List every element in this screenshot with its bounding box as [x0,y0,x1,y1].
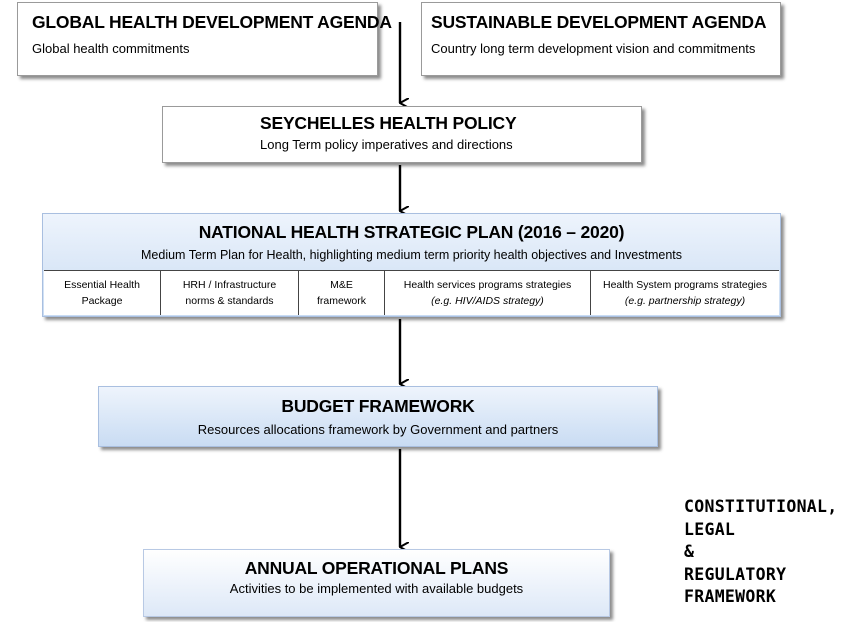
global-health-agenda-box [17,2,392,76]
strategic-plan-title: NATIONAL HEALTH STRATEGIC PLAN (2016 – 2020) [198,222,625,242]
component-line: HRH / Infrastructure [182,279,277,291]
budget-framework-title: BUDGET FRAMEWORK [281,396,475,416]
health-policy-box [162,106,642,163]
note-line: LEGAL [684,519,736,539]
sustainable-development-agenda-box [421,2,781,76]
note-line: REGULATORY [684,564,787,584]
component-me-framework [299,271,385,315]
strategic-plan-box [42,213,781,317]
note-line: FRAMEWORK [684,587,777,606]
budget-framework-subtitle: Resources allocations framework by Government and partners [197,422,559,437]
global-health-agenda-subtitle: Global health commitments [32,41,190,56]
component-line: norms & standards [185,295,274,307]
sustainable-development-agenda-subtitle: Country long term development vision and commitments [431,41,756,56]
component-line: (e.g. HIV/AIDS strategy) [431,295,544,307]
component-health-services-strategies [385,271,591,315]
component-line: Health System programs strategies [603,279,767,291]
note-line: CONSTITUTIONAL, [684,497,838,516]
operational-plans-box [143,549,610,617]
health-policy-title: SEYCHELLES HEALTH POLICY [260,113,517,133]
component-line: Package [81,295,123,307]
component-essential-health-package [44,271,161,315]
component-line: M&E [330,279,353,291]
component-line: framework [316,295,366,307]
sustainable-development-agenda-title: SUSTAINABLE DEVELOPMENT AGENDA [431,12,767,32]
component-line: Health services programs strategies [403,279,572,291]
operational-plans-subtitle: Activities to be implemented with available budgets [229,581,524,596]
operational-plans-title: ANNUAL OPERATIONAL PLANS [244,558,509,578]
component-health-system-strategies [591,271,779,315]
component-line: Essential Health [64,279,140,291]
health-policy-subtitle: Long Term policy imperatives and directions [260,137,513,152]
constitutional-framework-note [684,496,838,609]
strategic-plan-components [44,270,779,315]
strategic-plan-subtitle: Medium Term Plan for Health, highlighting medium term priority health objectives and Investments [141,248,682,262]
budget-framework-box [98,386,658,447]
note-line: & [684,542,695,561]
component-hrh-infrastructure [161,271,299,315]
global-health-agenda-title: GLOBAL HEALTH DEVELOPMENT AGENDA [32,12,392,32]
component-line: (e.g. partnership strategy) [624,295,746,307]
